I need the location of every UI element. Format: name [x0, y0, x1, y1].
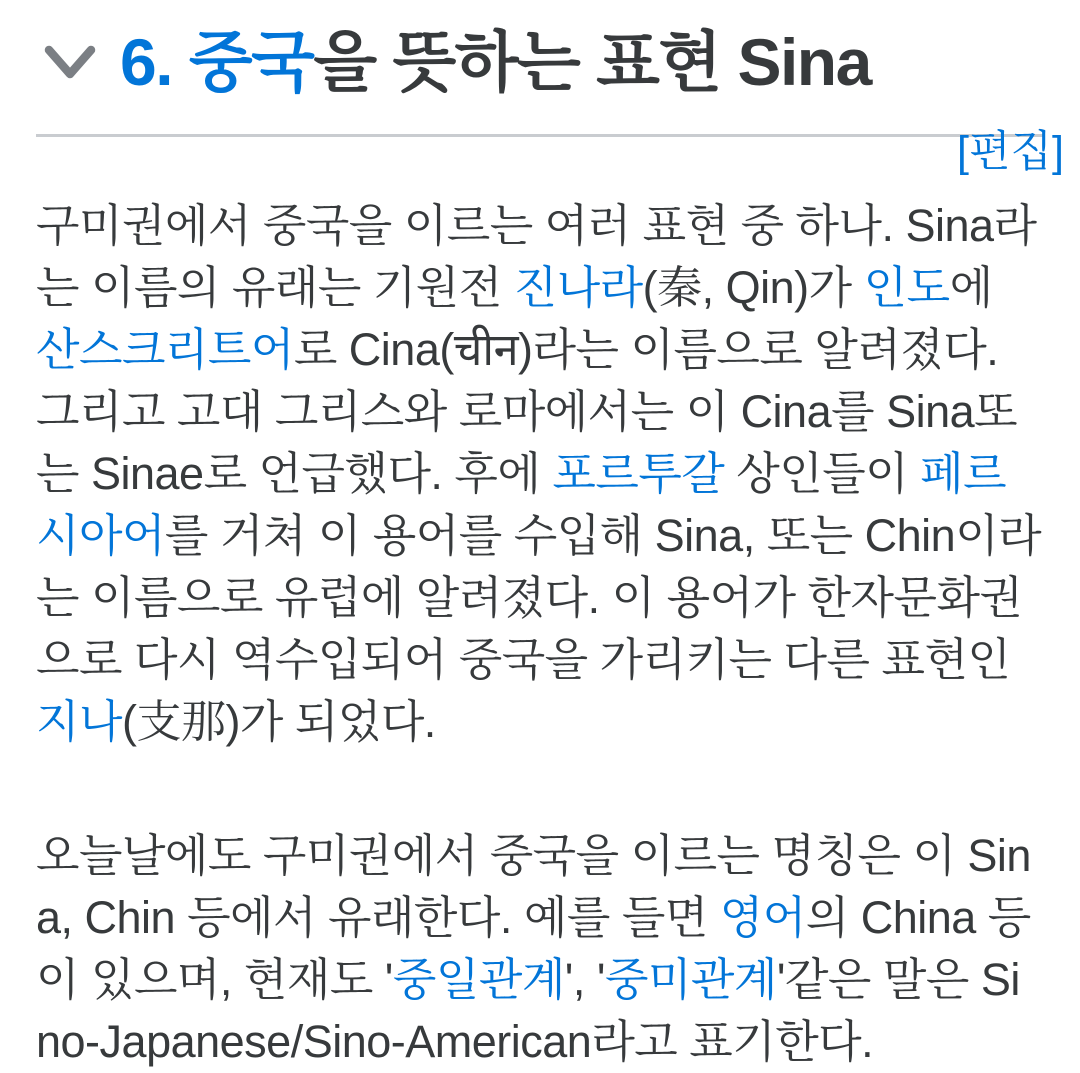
- edit-link[interactable]: [편집]: [957, 128, 1064, 176]
- heading-divider: [36, 134, 1044, 137]
- wiki-link[interactable]: 인도: [863, 262, 950, 313]
- wiki-link[interactable]: 영어: [719, 892, 806, 943]
- wiki-link[interactable]: 페르시아어: [36, 448, 1007, 561]
- paragraph-1: [36, 195, 1044, 753]
- text-segment: ', ': [564, 954, 605, 1005]
- wiki-link[interactable]: 중일관계: [392, 954, 565, 1005]
- section-container: [0, 16, 1080, 1073]
- text-segment: 상인들이: [724, 448, 921, 499]
- wiki-link[interactable]: 포르투갈: [552, 448, 725, 499]
- section-title-link[interactable]: 6.: [120, 25, 189, 99]
- paragraph-2: [36, 825, 1044, 1073]
- text-segment: 의 China 등이 있으며, 현재도 ': [36, 892, 1031, 1005]
- text-segment: (秦, Qin)가: [642, 262, 864, 313]
- chevron-down-icon: [42, 39, 98, 85]
- text-segment: (支那)가 되었다.: [121, 696, 436, 747]
- section-title-link[interactable]: 중국: [188, 25, 314, 99]
- text-segment: 로 Cina(चीन)라는 이름으로 알려졌다. 그리고 고대 그리스와 로마에서는 이 Cina를 Sina또는 Sinae로 언급했다. 후에: [36, 324, 1018, 499]
- wiki-link[interactable]: 중미관계: [604, 954, 777, 1005]
- text-segment: 을 뜻하는 표현 Sina: [313, 25, 871, 99]
- text-segment: 를 거쳐 이 용어를 수입해 Sina, 또는 Chin이라는 이름으로 유럽에 알려졌다. 이 용어가 한자문화권으로 다시 역수입되어 중국을 가리키는 다른 표현인: [36, 510, 1042, 685]
- text-segment: 에: [949, 262, 993, 313]
- text-segment: 구미권에서 중국을 이르는 여러 표현 중 하나. Sina라는 이름의 유래는 기원전: [36, 200, 1037, 313]
- section-collapse-button[interactable]: [42, 39, 98, 85]
- wiki-link[interactable]: 진나라: [513, 262, 643, 313]
- text-segment: '같은 말은 Sino-Japanese/Sino-American라고 표기한다.: [36, 954, 1020, 1067]
- wiki-link[interactable]: 지나: [36, 696, 122, 747]
- wiki-link[interactable]: 산스크리트어: [36, 324, 294, 375]
- text-segment: 오늘날에도 구미권에서 중국을 이르는 명칭은 이 Sina, Chin 등에서 유래한다. 예를 들면: [36, 830, 1031, 943]
- section-heading-row: [36, 16, 1044, 108]
- section-title: [120, 16, 871, 108]
